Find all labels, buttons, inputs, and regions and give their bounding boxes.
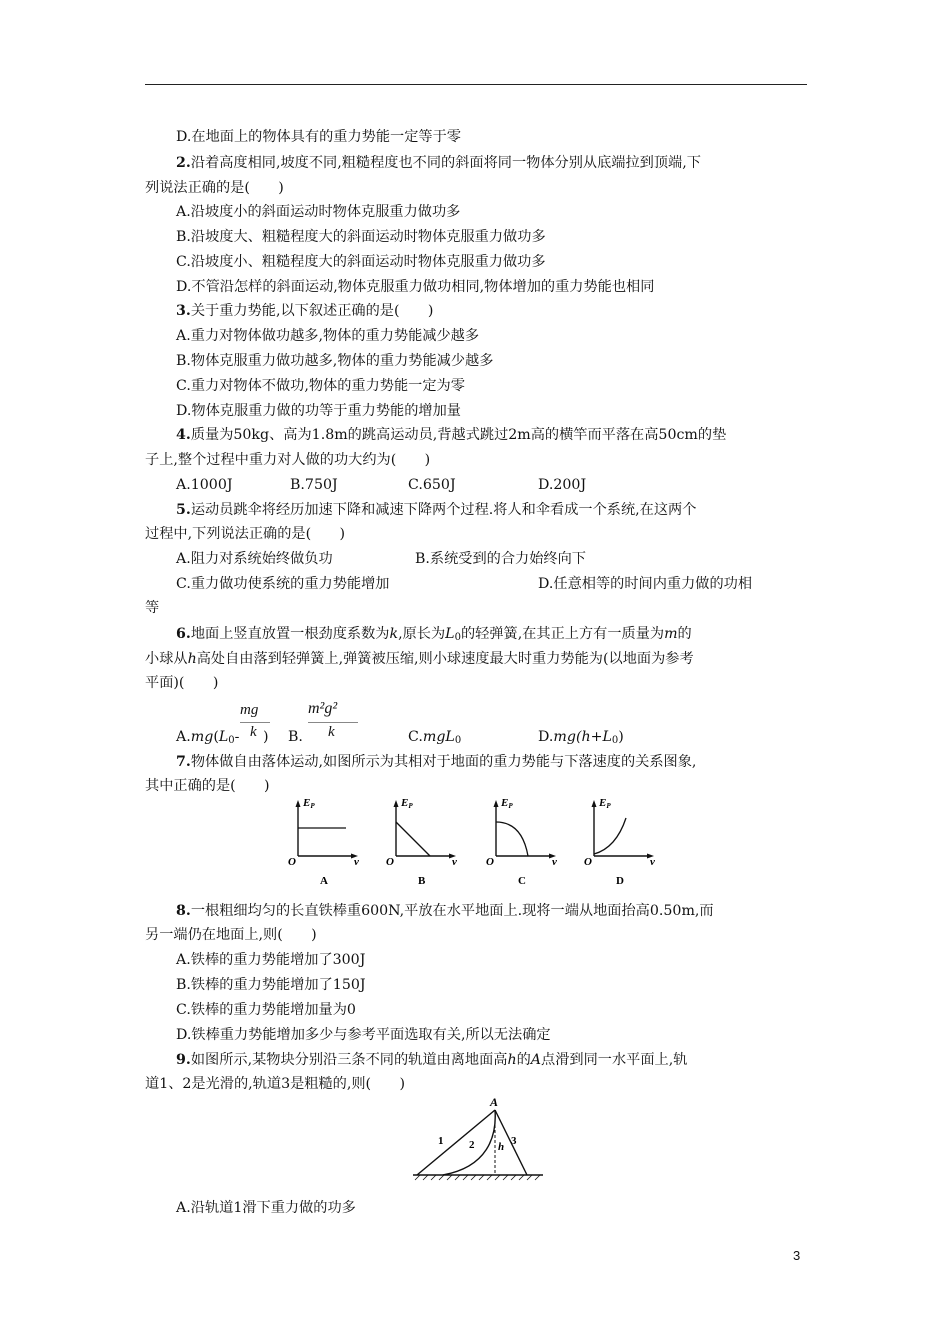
- svg-text:v: v: [650, 856, 655, 868]
- svg-text:O: O: [486, 856, 494, 868]
- q7-graph-c: [486, 797, 557, 887]
- q2-stem-line2: 列说法正确的是( ): [145, 180, 284, 196]
- svg-text:O: O: [386, 856, 394, 868]
- q8-option-c: C.铁棒的重力势能增加量为0: [176, 1002, 356, 1018]
- q8-stem-line1: 8.一根粗细均匀的长直铁棒重600N,平放在水平地面上.现将一端从地面抬高0.50m,而: [176, 903, 714, 919]
- q7-graph-a: [288, 797, 359, 887]
- q4-option-c: C.650J: [408, 477, 456, 493]
- q2-option-a: A.沿坡度小的斜面运动时物体克服重力做功多: [176, 204, 461, 220]
- q9-stem-line1: 9.如图所示,某物块分别沿三条不同的轨道由离地面高h的A点滑到同一水平面上,轨: [176, 1052, 688, 1068]
- q2-number: 2.: [176, 155, 191, 171]
- q6-option-a: $A.mg(L_0-$: [176, 729, 240, 746]
- svg-text:EP: EP: [401, 797, 413, 810]
- svg-text:A: A: [490, 1095, 499, 1109]
- svg-text:3: 3: [511, 1135, 517, 1147]
- q5-option-a: A.阻力对系统始终做负功: [176, 551, 333, 567]
- q1-option-d: D.在地面上的物体具有的重力势能一定等于零: [176, 129, 461, 145]
- q6-option-d: $D.mg(h+L_0)$: [538, 729, 624, 746]
- q9-option-a: A.沿轨道1滑下重力做的功多: [176, 1200, 356, 1216]
- q7-graph-d: [584, 797, 655, 887]
- q8-option-b: B.铁棒的重力势能增加了150J: [176, 977, 366, 993]
- svg-text:EP: EP: [599, 797, 611, 810]
- q7-graph-b: [386, 797, 457, 887]
- q3-option-a: A.重力对物体做功越多,物体的重力势能减少越多: [176, 328, 480, 344]
- q3-stem: 3.关于重力势能,以下叙述正确的是( ): [176, 303, 434, 319]
- q8-option-d: D.铁棒重力势能增加多少与参考平面选取有关,所以无法确定: [176, 1027, 551, 1043]
- q7-stem-line1: 7.物体做自由落体运动,如图所示为其相对于地面的重力势能与下落速度的关系图象,: [176, 754, 697, 770]
- q4-option-a: A.1000J: [176, 477, 233, 493]
- svg-text:A: A: [320, 875, 328, 887]
- q9-tracks-figure: [405, 1092, 550, 1184]
- q3-option-b: B.物体克服重力做功越多,物体的重力势能减少越多: [176, 353, 494, 369]
- q6-number: 6.: [176, 626, 191, 642]
- q7-number: 7.: [176, 754, 191, 770]
- q6-stem-line3: 平面)( ): [145, 675, 219, 691]
- q4-stem-line1: 4.质量为50kg、高为1.8m的跳高运动员,背越式跳过2m高的横竿而平落在高50cm的垫: [176, 427, 727, 443]
- q5-option-d: D.任意相等的时间内重力做的功相: [538, 576, 753, 592]
- q5-option-d-wrap: 等: [145, 600, 160, 616]
- svg-text:D: D: [616, 875, 624, 887]
- document-page: D.在地面上的物体具有的重力势能一定等于零 2.沿着高度相同,坡度不同,粗糙程度也不同的斜面将同一物体分别从底端拉到顶端,下 列说法正确的是( ) A.沿坡度小的斜面运动时物体克服重力做功多 B.沿坡度大、粗糙程度大的斜面运动时物体克服重力做功多 C.沿坡度小、粗糙程度大的斜面运动时物体克服重力做功多 D.不管沿怎样的斜面运动,物体克服重力做功相同,物体增加的重力势能也相同 3.关于重力势能,以下叙述正确的是( ) A.重力对物体做功越多,物体的重力势能减少越多 B.物体克服重力做功越多,物体的重力势能减少越多 C.重力对物体不做功,物体的重力势能一定为零 D.物体克服重力做的功等于重力势能的增加量 4.质量为50kg、高为1.8m的跳高运动员,背越式跳过2m高的横竿而平落在高50cm的垫 子上,整个过程中重力对人做的功大约为( ) A.1000J B.750J C.650J D.200J 5.运动员跳伞将经历加速下降和减速下降两个过程.将人和伞看成一个系统,在这两个 过程中,下列说法正确的是( ) A.阻力对系统始终做负功 B.系统受到的合力始终向下 C.重力做功使系统的重力势能增加 D.任意相等的时间内重力做的功相 等 6.地面上竖直放置一根劲度系数为k,原长为$L_0$的轻弹簧,在其正上方有一质量为m的 小球从h高处自由落到轻弹簧上,弹簧被压缩,则小球速度最大时重力势能为(以地面为参考 平面)( ) mg k m²g² k $A.mg(L_0-$ ) B. C.mgL$_0$ $D.mg(h+L_0)$ 7.物体做自由落体运动,如图所示为其相对于地面的重力势能与下落速度的关系图象, 其中正确的是( ) EP O v A EP O v B EP O v C EP O v D 8.一根粗细均匀的长直铁棒重600N,平放在水平地面上.现将一端从地面抬高0.50m,而 另一端仍在地面上,则( ) A.铁棒的重力势能增加了300J B.铁棒的重力势能增加了150J C.铁棒的重力势能增加量为0 D.铁棒重力势能增加多少与参考平面选取有关,所以无法确定 9.如图所示,某物块分别沿三条不同的轨道由离地面高h的A点滑到同一水平面上,轨 道1、2是光滑的,轨道3是粗糙的,则( ) A 1 2 3 h A.沿轨道1滑下重力做的功多 3: [0, 0, 950, 1344]
- q7-stem-line2: 其中正确的是( ): [145, 778, 270, 794]
- svg-text:EP: EP: [303, 797, 315, 810]
- q5-option-c: C.重力做功使系统的重力势能增加: [176, 576, 390, 592]
- svg-text:v: v: [552, 856, 557, 868]
- q2-option-b: B.沿坡度大、粗糙程度大的斜面运动时物体克服重力做功多: [176, 229, 546, 245]
- q5-number: 5.: [176, 502, 191, 518]
- svg-text:v: v: [452, 856, 457, 868]
- q6-stem-line1: 6.地面上竖直放置一根劲度系数为k,原长为$L_0$的轻弹簧,在其正上方有一质量为m的: [176, 626, 692, 643]
- svg-text:O: O: [584, 856, 592, 868]
- q4-option-d: D.200J: [538, 477, 587, 493]
- q5-option-b: B.系统受到的合力始终向下: [415, 551, 586, 567]
- svg-text:v: v: [354, 856, 359, 868]
- svg-text:O: O: [288, 856, 296, 868]
- q3-option-c: C.重力对物体不做功,物体的重力势能一定为零: [176, 378, 465, 394]
- q6-option-a-close: ): [263, 729, 269, 745]
- q6-option-b: B.: [288, 729, 303, 745]
- q9-number: 9.: [176, 1052, 191, 1068]
- q3-option-d: D.物体克服重力做的功等于重力势能的增加量: [176, 403, 461, 419]
- q6-option-c: C.mgL$_0$: [408, 729, 462, 746]
- svg-text:C: C: [518, 875, 526, 887]
- q2-stem-line1: 2.沿着高度相同,坡度不同,粗糙程度也不同的斜面将同一物体分别从底端拉到顶端,下: [176, 155, 701, 171]
- q5-stem-line1: 5.运动员跳伞将经历加速下降和减速下降两个过程.将人和伞看成一个系统,在这两个: [176, 502, 697, 518]
- header-rule: [145, 84, 807, 85]
- svg-text:1: 1: [438, 1135, 444, 1147]
- q7-graphs-figure: [280, 792, 680, 892]
- q2-option-c: C.沿坡度小、粗糙程度大的斜面运动时物体克服重力做功多: [176, 254, 546, 270]
- q6-stem-line2: 小球从h高处自由落到轻弹簧上,弹簧被压缩,则小球速度最大时重力势能为(以地面为参考: [145, 651, 694, 667]
- q3-number: 3.: [176, 303, 191, 319]
- q4-stem-line2: 子上,整个过程中重力对人做的功大约为( ): [145, 452, 431, 468]
- svg-text:B: B: [418, 875, 426, 887]
- q5-stem-line2: 过程中,下列说法正确的是( ): [145, 526, 346, 542]
- svg-text:h: h: [498, 1141, 505, 1153]
- page-number: 3: [793, 1248, 801, 1263]
- q9-stem-line2: 道1、2是光滑的,轨道3是粗糙的,则( ): [145, 1076, 405, 1092]
- q2-option-d: D.不管沿怎样的斜面运动,物体克服重力做功相同,物体增加的重力势能也相同: [176, 279, 655, 295]
- q4-option-b: B.750J: [290, 477, 338, 493]
- q8-stem-line2: 另一端仍在地面上,则( ): [145, 927, 317, 943]
- q8-number: 8.: [176, 903, 191, 919]
- q8-option-a: A.铁棒的重力势能增加了300J: [176, 952, 366, 968]
- q4-number: 4.: [176, 427, 191, 443]
- svg-text:EP: EP: [501, 797, 513, 810]
- svg-text:2: 2: [469, 1139, 475, 1151]
